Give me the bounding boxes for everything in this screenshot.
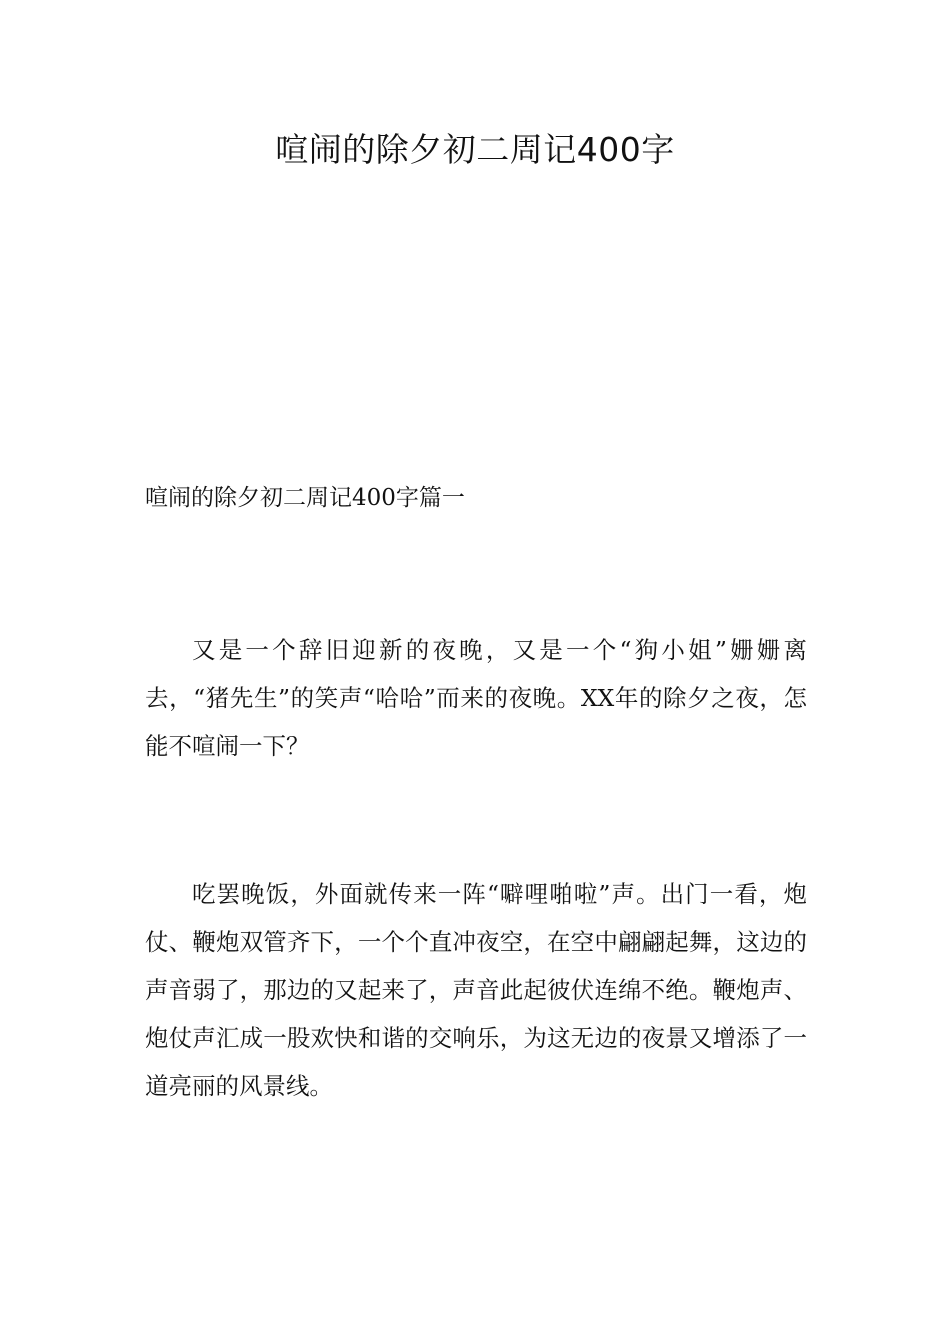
section-heading: 喧闹的除夕初二周记400字篇一 — [145, 485, 465, 511]
document-title: 喧闹的除夕初二周记400字 — [275, 130, 675, 169]
paragraph-2: 吃罢晚饭，外面就传来一阵“噼哩啪啦”声。出门一看，炮仗、鞭炮双管齐下，一个个直冲夜空，在空中翩翩起舞，这边的声音弱了，那边的又起来了，声音此起彼伏连绵不绝。鞭炮声、炮仗声汇成一股欢快和谐的交响乐，为这无边的夜景又增添了一道亮丽的风景线。 — [145, 880, 807, 1100]
paragraph-1: 又是一个辞旧迎新的夜晚，又是一个“狗小姐”姗姗离去，“猪先生”的笑声“哈哈”而来的夜晚。XX年的除夕之夜，怎能不喧闹一下？ — [145, 636, 807, 760]
